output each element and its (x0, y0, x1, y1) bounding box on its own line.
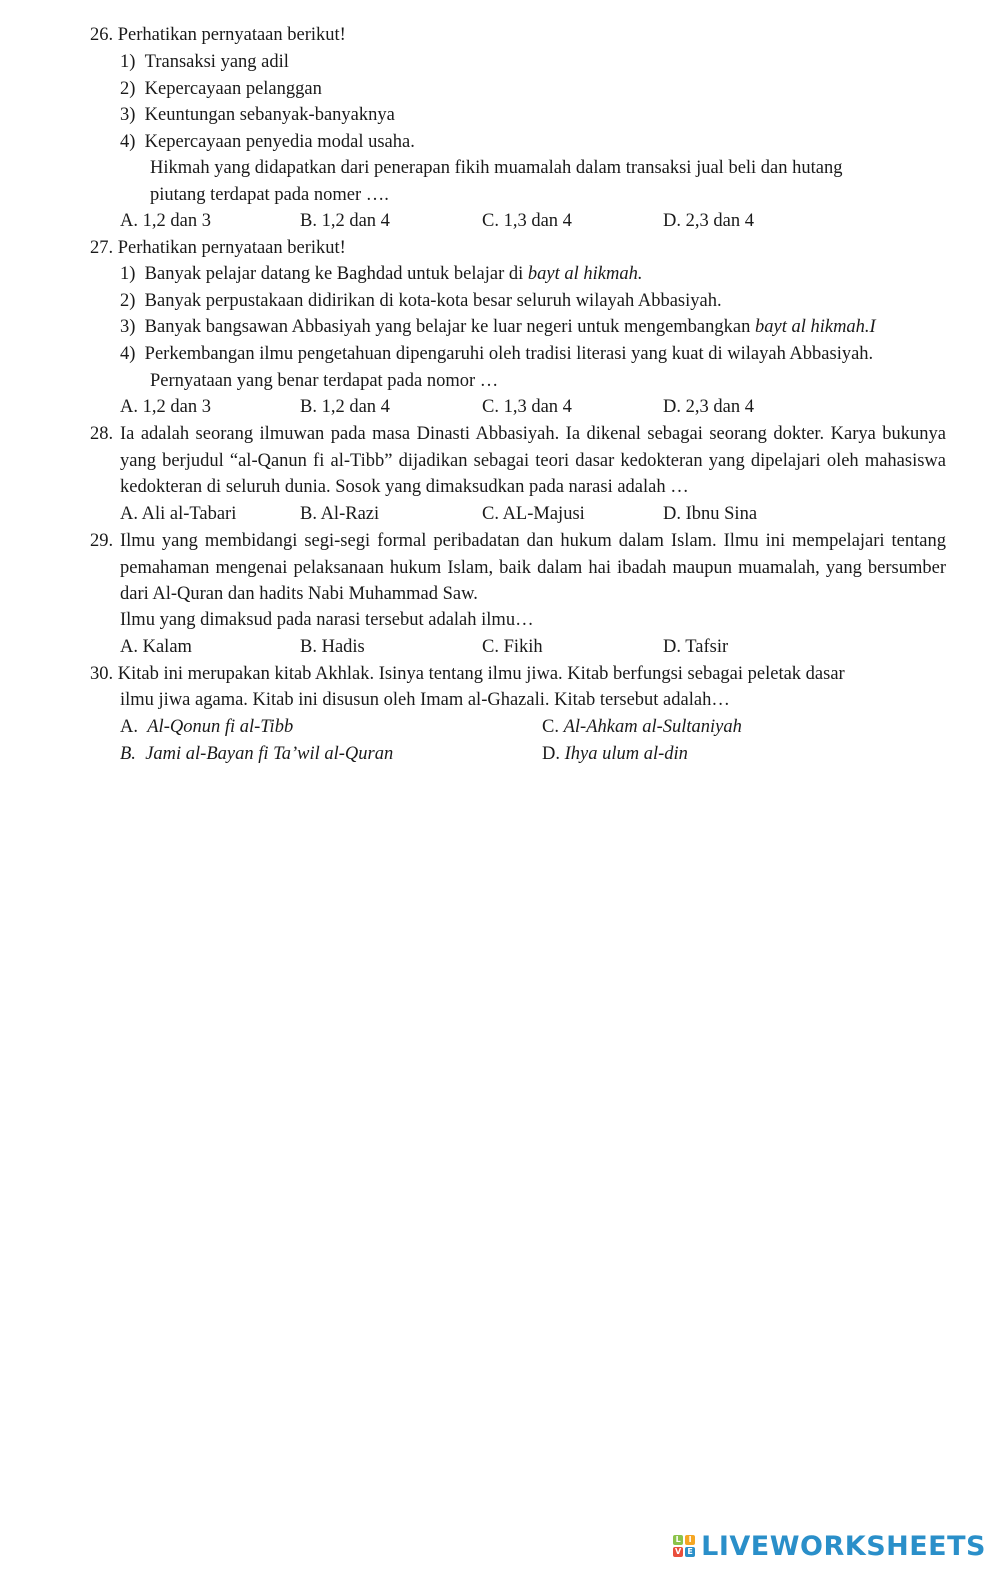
q30-option-a[interactable]: A. Al-Qonun fi al-Tibb (120, 717, 294, 737)
q29-option-c[interactable]: C. Fikih (482, 637, 543, 657)
q26-item-3: 3) Keuntungan sebanyak-banyaknya (120, 105, 395, 125)
q28-option-c[interactable]: C. AL-Majusi (482, 504, 585, 524)
q30-option-c[interactable]: C. Al-Ahkam al-Sultaniyah (542, 717, 742, 737)
q27-option-c[interactable]: C. 1,3 dan 4 (482, 397, 572, 417)
liveworksheets-logo (673, 1529, 986, 1563)
q28-paragraph: Ia adalah seorang ilmuwan pada masa Dinasti Abbasiyah. Ia dikenal sebagai seorang dokter. Karya bukunya yang berjudul “al-Qanun fi al-Tibb” dijadikan sebagai teori dasar kedokteran yang dipelajari oleh mahasiswa kedokteran di seluruh dunia. Sosok yang dimaksudkan pada narasi adalah … (120, 424, 946, 497)
q27-option-d[interactable]: D. 2,3 dan 4 (663, 397, 754, 417)
q26-option-b[interactable]: B. 1,2 dan 4 (300, 211, 390, 231)
q27-item-3: 3) Banyak bangsawan Abbasiyah yang belajar ke luar negeri untuk mengembangkan bayt al hikmah.I (120, 317, 876, 337)
q28-option-d[interactable]: D. Ibnu Sina (663, 504, 758, 524)
q30-stem-line-2: ilmu jiwa agama. Kitab ini disusun oleh Imam al-Ghazali. Kitab tersebut adalah… (120, 690, 730, 710)
q26-item-2: 2) Kepercayaan pelanggan (120, 79, 322, 99)
q27-item-4: 4) Perkembangan ilmu pengetahuan dipengaruhi oleh tradisi literasi yang kuat di wilayah Abbasiyah. (120, 344, 874, 364)
q29-number: 29. (90, 531, 114, 551)
q27-item-1: 1) Banyak pelajar datang ke Baghdad untuk belajar di bayt al hikmah. (120, 264, 643, 284)
q30-stem-line-1: 30. Kitab ini merupakan kitab Akhlak. Isinya tentang ilmu jiwa. Kitab berfungsi sebagai peletak dasar (90, 664, 845, 684)
brand-name: LIVEWORKSHEETS (701, 1530, 986, 1562)
q29-option-d[interactable]: D. Tafsir (663, 637, 729, 657)
q29-prompt: Ilmu yang dimaksud pada narasi tersebut adalah ilmu… (120, 610, 534, 630)
q26-item-4: 4) Kepercayaan penyedia modal usaha. (120, 132, 415, 152)
q29-paragraph: Ilmu yang membidangi segi-segi formal peribadatan dan hukum dalam Islam. Ilmu ini mempelajari tentang pemahaman mengenai pelaksanaan hukum Islam, baik dalam hai ibadah maupun muamalah, yang bersumber dari Al-Quran dan hadits Nabi Muhammad Saw. (120, 531, 946, 604)
q27-prompt: Pernyataan yang benar terdapat pada nomor … (150, 371, 499, 391)
q26-item-1: 1) Transaksi yang adil (120, 52, 289, 72)
q26-option-d[interactable]: D. 2,3 dan 4 (663, 211, 754, 231)
q29-option-b[interactable]: B. Hadis (300, 637, 365, 657)
q27-stem: 27. Perhatikan pernyataan berikut! (90, 238, 346, 258)
q30-option-d[interactable]: D. Ihya ulum al-din (542, 744, 688, 764)
q27-item-2: 2) Banyak perpustakaan didirikan di kota-kota besar seluruh wilayah Abbasiyah. (120, 291, 722, 311)
q28-option-a[interactable]: A. Ali al-Tabari (120, 504, 237, 524)
q27-option-a[interactable]: A. 1,2 dan 3 (120, 397, 211, 417)
q28-number: 28. (90, 424, 114, 444)
q26-option-c[interactable]: C. 1,3 dan 4 (482, 211, 572, 231)
q26-prompt-line-2: piutang terdapat pada nomer …. (150, 185, 389, 205)
q30-option-b[interactable]: B. Jami al-Bayan fi Ta’wil al-Quran (120, 744, 394, 764)
q28-option-b[interactable]: B. Al-Razi (300, 504, 380, 524)
q26-stem: 26. Perhatikan pernyataan berikut! (90, 25, 346, 45)
q27-option-b[interactable]: B. 1,2 dan 4 (300, 397, 390, 417)
q29-option-a[interactable]: A. Kalam (120, 637, 192, 657)
q26-option-a[interactable]: A. 1,2 dan 3 (120, 211, 211, 231)
liveworksheets-logo-icon: L I V E (673, 1535, 695, 1557)
q26-prompt-line-1: Hikmah yang didapatkan dari penerapan fikih muamalah dalam transaksi jual beli dan hutang (150, 158, 843, 178)
